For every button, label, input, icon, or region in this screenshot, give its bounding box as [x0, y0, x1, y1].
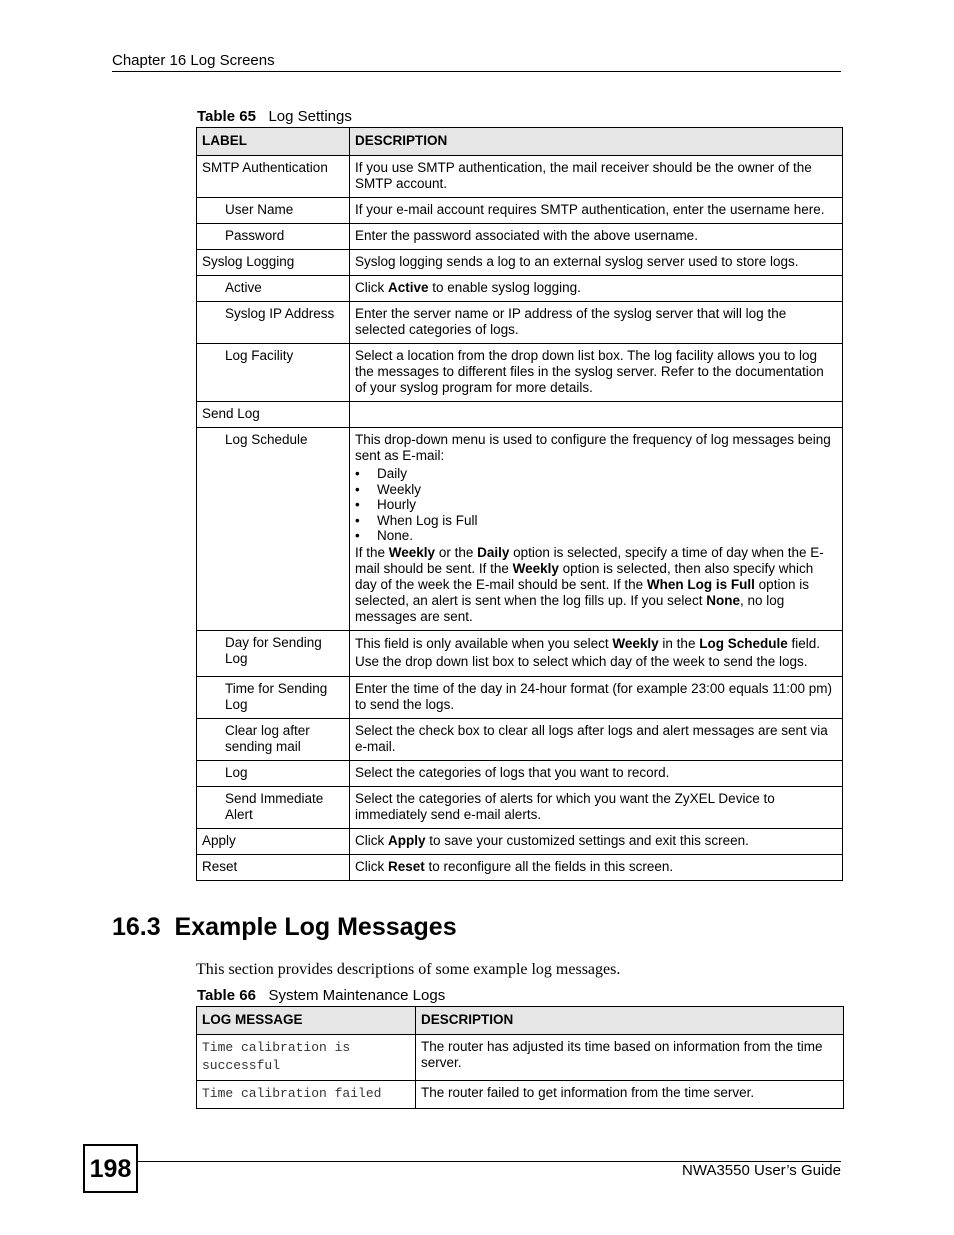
column-header-label: LABEL — [197, 128, 350, 156]
table65-caption — [197, 108, 352, 125]
list-item: • None. — [355, 528, 837, 544]
row-description: Enter the server name or IP address of the syslog server that will log the selected categories of logs. — [350, 302, 843, 344]
row-label: Day for Sending Log — [197, 630, 350, 676]
column-header-description: DESCRIPTION — [416, 1007, 844, 1035]
desc-text: option is selected, then also specify which day of the week the E-mail should be sent. If the — [355, 560, 814, 592]
table-header-row — [197, 1007, 844, 1035]
row-description: Select a location from the drop down list box. The log facility allows you to log the messages to different files in the syslog server. Refer to the documentation of your syslog program for more details. — [350, 344, 843, 402]
table-row — [197, 198, 843, 224]
row-label: User Name — [197, 198, 350, 224]
column-header-description: DESCRIPTION — [350, 128, 843, 156]
desc-bold: Log Schedule — [699, 635, 788, 651]
table-row — [197, 224, 843, 250]
table-row — [197, 854, 843, 880]
row-label: Send Immediate Alert — [197, 786, 350, 828]
row-label: Syslog Logging — [197, 250, 350, 276]
row-description — [350, 828, 843, 854]
row-description: The router failed to get information from the time server. — [416, 1081, 844, 1109]
table-row — [197, 402, 843, 428]
row-label: Send Log — [197, 402, 350, 428]
desc-text: to save your customized settings and exit this screen. — [425, 832, 749, 848]
table66-caption — [197, 987, 445, 1004]
log-schedule-intro: This drop-down menu is used to configure the frequency of log messages being sent as E-mail: — [355, 432, 831, 463]
row-description — [350, 402, 843, 428]
desc-text: option is selected, specify a time of day when the E-mail should be sent. If the — [355, 544, 824, 576]
table-row — [197, 276, 843, 302]
table-row — [197, 828, 843, 854]
desc-text: If the — [355, 544, 389, 560]
desc-text: or the — [435, 544, 478, 560]
desc-text: to enable syslog logging. — [428, 280, 581, 295]
desc-text: This field is only available when you select — [355, 635, 613, 651]
row-description: Select the categories of alerts for which you want the ZyXEL Device to immediately send e-mail alerts. — [350, 786, 843, 828]
row-description — [350, 276, 843, 302]
header-rule — [112, 71, 841, 72]
list-item: • Daily — [355, 466, 837, 482]
table66-caption-title: System Maintenance Logs — [268, 987, 446, 1004]
row-description: Enter the time of the day in 24-hour format (for example 23:00 equals 11:00 pm) to send the logs. — [350, 676, 843, 718]
row-description: Syslog logging sends a log to an external syslog server used to store logs. — [350, 250, 843, 276]
row-label: Time for Sending Log — [197, 676, 350, 718]
row-label: Log — [197, 760, 350, 786]
row-label: Active — [197, 276, 350, 302]
table-row — [197, 786, 843, 828]
desc-text: in the — [658, 635, 700, 651]
table-row — [197, 428, 843, 631]
section-heading: 16.3 Example Log Messages — [112, 913, 457, 941]
chapter-header: Chapter 16 Log Screens — [112, 52, 275, 69]
table-row — [197, 1035, 844, 1081]
desc-text: , no log messages are sent. — [355, 592, 785, 624]
desc-text: option is selected, an alert is sent when the log fills up. If you select — [355, 576, 809, 608]
guide-title: NWA3550 User’s Guide — [682, 1162, 841, 1179]
row-description: The router has adjusted its time based on information from the time server. — [416, 1035, 844, 1081]
row-description — [350, 428, 843, 631]
table-header-row — [197, 128, 843, 156]
table-row — [197, 760, 843, 786]
column-header-log-message: LOG MESSAGE — [197, 1007, 416, 1035]
row-description: Select the categories of logs that you want to record. — [350, 760, 843, 786]
desc-bold: Weekly — [388, 544, 436, 560]
table-row — [197, 676, 843, 718]
row-label: Log Schedule — [197, 428, 350, 631]
row-label: Reset — [197, 854, 350, 880]
desc-bold: When Log is Full — [646, 576, 755, 592]
desc-text: Click — [355, 280, 388, 295]
desc-text: field. Use the drop down list box to select which day of the week to send the logs. — [355, 635, 820, 669]
desc-bold: Weekly — [612, 635, 659, 651]
row-label: Clear log after sending mail — [197, 718, 350, 760]
desc-bold: Active — [388, 280, 429, 295]
row-label: Password — [197, 224, 350, 250]
table-row — [197, 718, 843, 760]
table65-caption-label: Table 65 — [197, 108, 256, 125]
list-item: • When Log is Full — [355, 513, 837, 529]
table-row — [197, 1081, 844, 1109]
row-label: Log Facility — [197, 344, 350, 402]
log-schedule-detail — [355, 545, 837, 625]
log-settings-table — [196, 127, 843, 881]
table-row — [197, 156, 843, 198]
row-description — [350, 630, 843, 676]
list-item: • Weekly — [355, 482, 837, 498]
row-label: Apply — [197, 828, 350, 854]
desc-bold: Apply — [388, 832, 426, 848]
desc-text: Click — [355, 858, 388, 874]
system-maintenance-logs-table — [196, 1006, 844, 1109]
table65-caption-title: Log Settings — [268, 108, 352, 125]
desc-bold: Reset — [388, 858, 425, 874]
row-label: SMTP Authentication — [197, 156, 350, 198]
log-message: Time calibration is successful — [197, 1035, 416, 1081]
desc-bold: Daily — [477, 544, 510, 560]
row-description: Enter the password associated with the above username. — [350, 224, 843, 250]
table-row — [197, 302, 843, 344]
desc-bold: Weekly — [512, 560, 559, 576]
table-row — [197, 344, 843, 402]
desc-bold: None — [706, 592, 740, 608]
desc-text: to reconfigure all the fields in this screen. — [424, 858, 674, 874]
row-description: If you use SMTP authentication, the mail receiver should be the owner of the SMTP account. — [350, 156, 843, 198]
list-item: • Hourly — [355, 497, 837, 513]
page-number: 198 — [83, 1144, 138, 1193]
row-description — [350, 854, 843, 880]
section-paragraph: This section provides descriptions of some example log messages. — [196, 961, 621, 978]
table-row — [197, 250, 843, 276]
desc-text: Click — [355, 832, 388, 848]
table-row — [197, 630, 843, 676]
log-message: Time calibration failed — [197, 1081, 416, 1109]
row-label: Syslog IP Address — [197, 302, 350, 344]
table66-caption-label: Table 66 — [197, 987, 256, 1004]
schedule-option-list — [355, 466, 837, 544]
row-description: If your e-mail account requires SMTP authentication, enter the username here. — [350, 198, 843, 224]
row-description: Select the check box to clear all logs after logs and alert messages are sent via e-mail. — [350, 718, 843, 760]
